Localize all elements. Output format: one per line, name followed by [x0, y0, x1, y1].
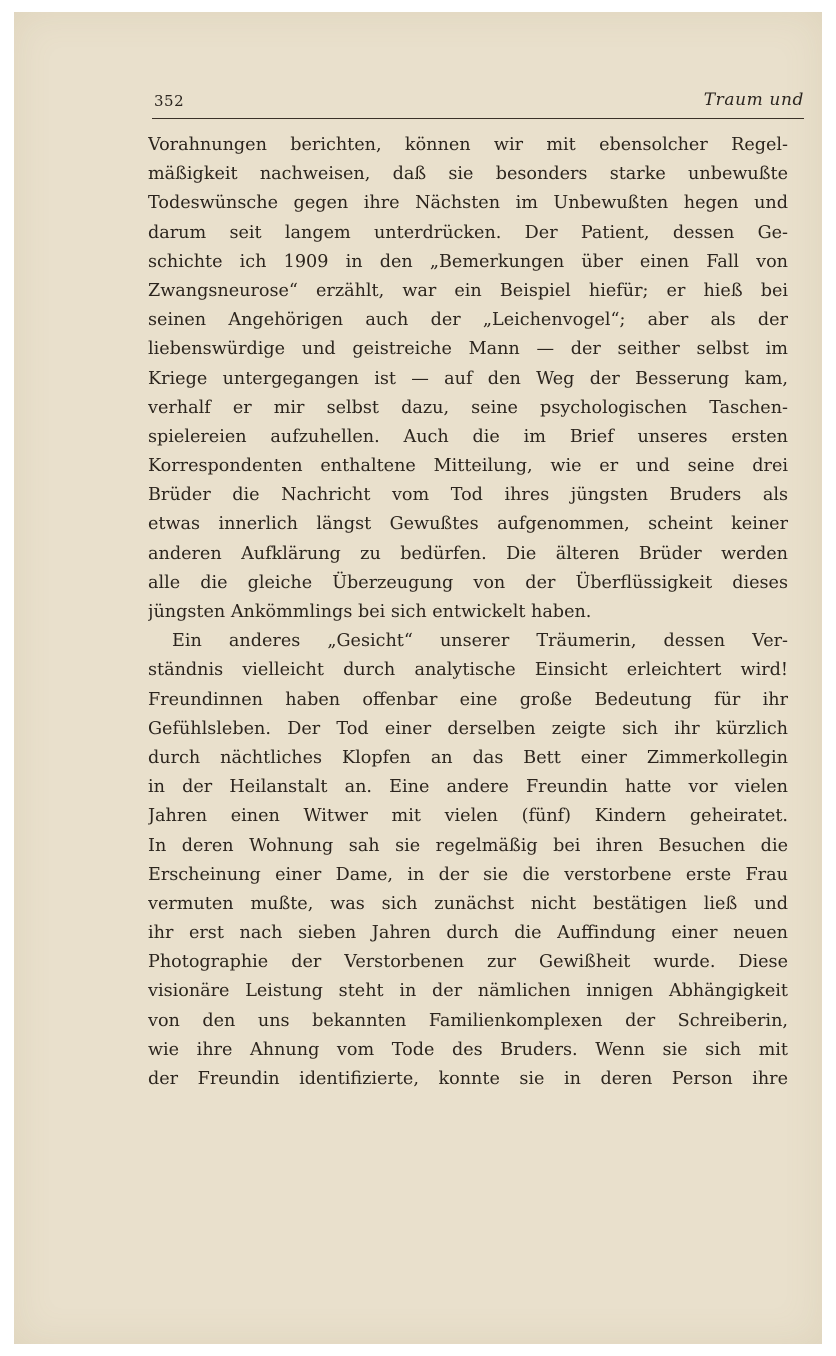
text-line: darum seit langem unterdrücken. Der Patient, dessen Ge- — [148, 222, 788, 243]
text-line: von den uns bekannten Familienkomplexen der Schreiberin, — [148, 1010, 788, 1031]
text-line: visionäre Leistung steht in der nämlichen innigen Abhängigkeit — [148, 981, 788, 1002]
text-line: wie ihre Ahnung vom Tode des Bruders. Wenn sie sich mit — [148, 1039, 788, 1060]
body-text — [148, 131, 788, 1094]
text-line: seinen Angehörigen auch der „Leichenvogel“; aber als der — [148, 310, 788, 331]
text-line: vermuten mußte, was sich zunächst nicht bestätigen ließ und — [148, 893, 788, 914]
text-line: Freundinnen haben offenbar eine große Bedeutung für ihr — [148, 689, 788, 710]
text-line: alle die gleiche Überzeugung von der Überflüssigkeit dieses — [148, 572, 788, 593]
text-line: Zwangsneurose“ erzählt, war ein Beispiel hiefür; er hieß bei — [148, 280, 788, 301]
running-head — [152, 90, 804, 119]
paragraph-start-line: Ein anderes „Gesicht“ unserer Träumerin, dessen Ver- — [172, 631, 788, 652]
text-line: etwas innerlich längst Gewußtes aufgenommen, scheint keiner — [148, 514, 788, 535]
text-line: Photographie der Verstorbenen zur Gewißheit wurde. Diese — [148, 952, 788, 973]
text-line: Korrespondenten enthaltene Mitteilung, wie er und seine drei — [148, 456, 788, 477]
text-line: anderen Aufklärung zu bedürfen. Die älteren Brüder werden — [148, 543, 788, 564]
paragraph-end-line: jüngsten Ankömmlings bei sich entwickelt haben. — [148, 602, 592, 622]
running-title: Traum und — [703, 90, 804, 110]
text-line: der Freundin identifizierte, konnte sie in deren Person ihre — [148, 1069, 788, 1089]
text-line: Vorahnungen berichten, können wir mit ebensolcher Regel- — [148, 135, 788, 155]
text-line: ständnis vielleicht durch analytische Einsicht erleichtert wird! — [148, 660, 788, 681]
text-line: verhalf er mir selbst dazu, seine psychologischen Taschen- — [148, 397, 788, 418]
text-line: schichte ich 1909 in den „Bemerkungen über einen Fall von — [148, 251, 788, 272]
text-line: liebenswürdige und geistreiche Mann — der seither selbst im — [148, 339, 788, 360]
text-line: Gefühlsleben. Der Tod einer derselben zeigte sich ihr kürzlich — [148, 718, 788, 739]
text-line: in der Heilanstalt an. Eine andere Freundin hatte vor vielen — [148, 777, 788, 798]
text-line: In deren Wohnung sah sie regelmäßig bei ihren Besuchen die — [148, 835, 788, 856]
text-line: Todeswünsche gegen ihre Nächsten im Unbewußten hegen und — [148, 193, 788, 214]
text-line: Jahren einen Witwer mit vielen (fünf) Kindern geheiratet. — [148, 806, 788, 827]
text-line: Brüder die Nachricht vom Tod ihres jüngsten Bruders als — [148, 485, 788, 506]
text-line: spielereien aufzuhellen. Auch die im Brief unseres ersten — [148, 426, 788, 447]
text-line: ihr erst nach sieben Jahren durch die Auffindung einer neuen — [148, 923, 788, 944]
page-number: 352 — [154, 92, 185, 110]
text-line: Kriege untergegangen ist — auf den Weg der Besserung kam, — [148, 368, 788, 389]
text-line: mäßigkeit nachweisen, daß sie besonders starke unbewußte — [148, 164, 788, 185]
text-line: durch nächtliches Klopfen an das Bett einer Zimmerkollegin — [148, 747, 788, 768]
text-line: Erscheinung einer Dame, in der sie die verstorbene erste Frau — [148, 864, 788, 885]
